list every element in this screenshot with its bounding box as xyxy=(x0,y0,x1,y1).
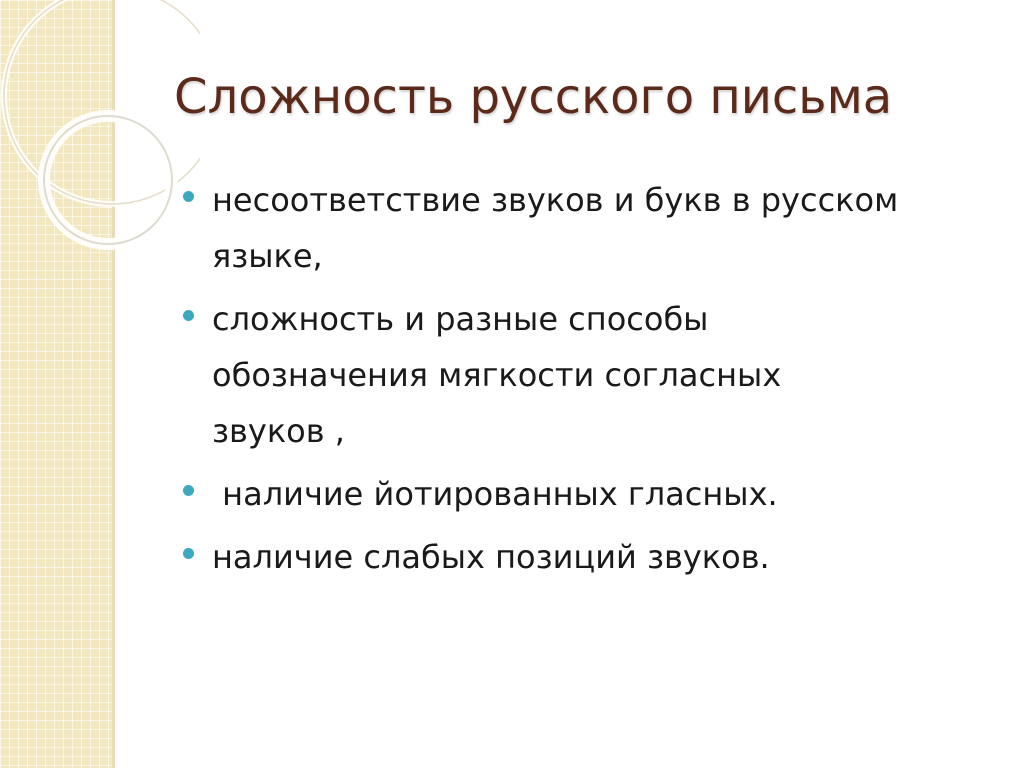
slide-title: Сложность русского письма xyxy=(174,69,893,125)
round-bullet-icon xyxy=(183,191,194,202)
bullet-item xyxy=(182,466,902,522)
bullet-text: наличие йотированных гласных. xyxy=(212,475,778,513)
decorative-rings xyxy=(0,0,200,260)
bullet-list xyxy=(182,172,909,592)
bullet-item xyxy=(182,172,909,284)
bullet-item xyxy=(182,291,902,459)
bullet-text: наличие слабых позиций звуков. xyxy=(212,538,770,576)
round-bullet-icon xyxy=(183,310,194,321)
bullet-text: сложность и разные способы обозначения мягкости согласных звуков , xyxy=(212,300,792,450)
round-bullet-icon xyxy=(183,548,194,559)
bullet-item xyxy=(182,529,902,585)
round-bullet-icon xyxy=(183,485,194,496)
bullet-text: несоответствие звуков и букв в русском языке, xyxy=(212,181,909,275)
